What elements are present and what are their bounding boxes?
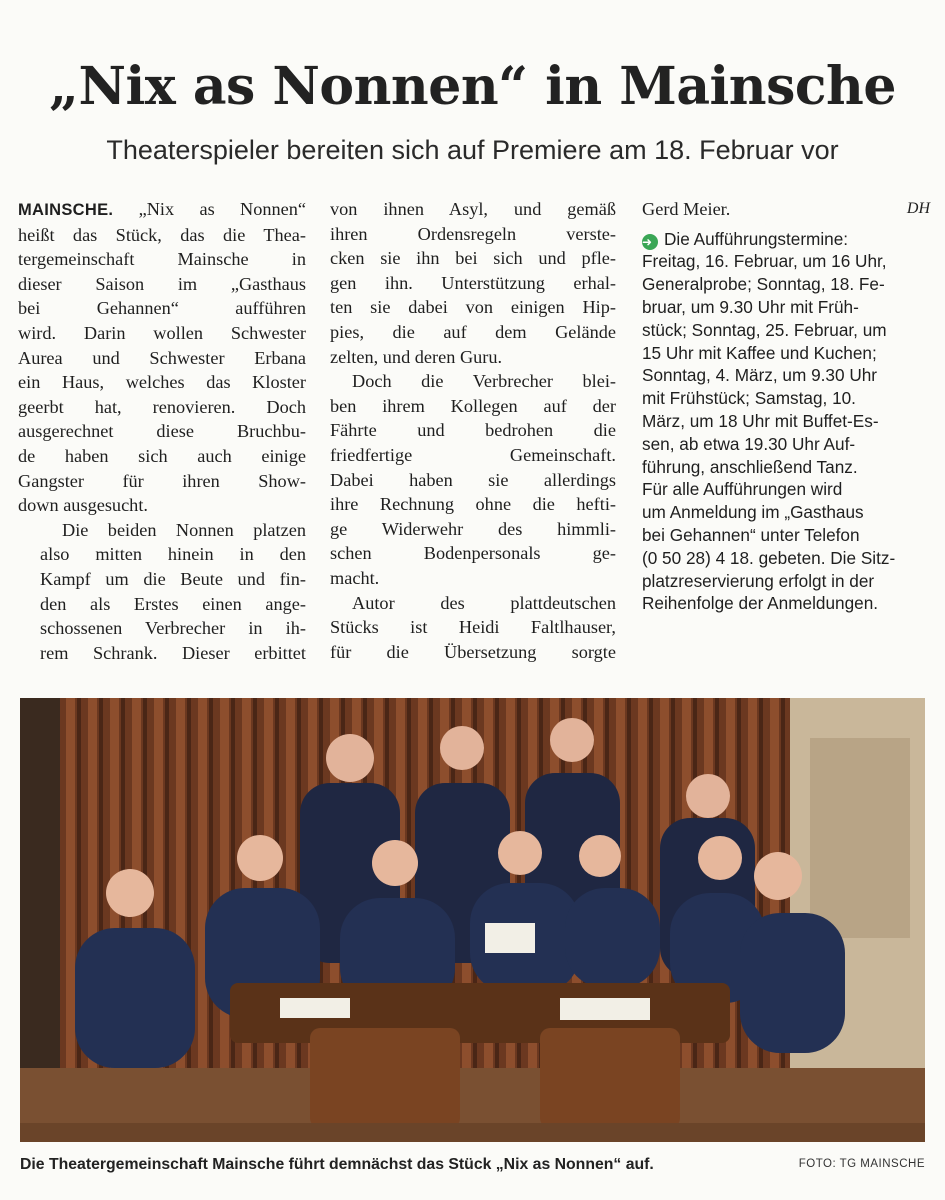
- text-line: Fährte und bedrohen die: [330, 420, 616, 441]
- text-line: schossenen Verbrecher in ih-: [40, 618, 306, 639]
- dateline: MAINSCHE.: [18, 201, 114, 219]
- text-line: Dabei haben sie allerdings: [330, 469, 616, 490]
- info-line: März, um 18 Uhr mit Buffet-Es-: [642, 410, 879, 431]
- article-paragraph: [330, 197, 616, 369]
- text-line: de haben sich auch einige: [18, 445, 306, 466]
- info-line: stück; Sonntag, 25. Februar, um: [642, 319, 887, 340]
- info-line: platzreservierung erfolgt in der: [642, 570, 875, 591]
- headline: „Nix as Nonnen“ in Mainsche: [49, 56, 896, 117]
- text-line: dieser Saison im „Gasthaus: [18, 273, 306, 294]
- info-line: Sonntag, 4. März, um 9.30 Uhr: [642, 365, 878, 386]
- text-line: Stücks ist Heidi Faltlhauser,: [330, 617, 616, 638]
- info-line: sen, ab etwa 19.30 Uhr Auf-: [642, 433, 856, 454]
- text-line: schen Bodenpersonals ge-: [330, 543, 616, 564]
- info-line: 15 Uhr mit Kaffee und Kuchen;: [642, 342, 877, 363]
- text-line: zelten, und deren Guru.: [330, 346, 503, 367]
- text-line: ein Haus, welches das Kloster: [18, 372, 306, 393]
- text-line: ge Widerwehr des himmli-: [330, 518, 616, 539]
- text-line: ten sie dabei von einigen Hip-: [330, 297, 616, 318]
- info-line: um Anmeldung im „Gasthaus: [642, 502, 864, 523]
- text-line: geerbt hat, renovieren. Doch: [18, 396, 306, 417]
- info-line: Die Aufführungstermine:: [664, 228, 849, 249]
- info-line: Generalprobe; Sonntag, 18. Fe-: [642, 274, 885, 295]
- info-line: bruar, um 9.30 Uhr mit Früh-: [642, 296, 859, 317]
- info-line: Reihenfolge der Anmeldungen.: [642, 593, 879, 614]
- arrow-right-circle-icon: ➜: [642, 234, 658, 250]
- text-line: Autor des plattdeutschen: [352, 592, 616, 613]
- text-line: „Nix as Nonnen“: [138, 199, 306, 219]
- photo-credit: FOTO: TG MAINSCHE: [798, 1158, 925, 1170]
- article-column-2: [330, 197, 616, 664]
- text-line: down ausgesucht.: [18, 495, 148, 516]
- text-line: ihre Rechnung ohne die hefti-: [330, 494, 616, 515]
- text-line: von ihnen Asyl, und gemäß: [330, 199, 616, 219]
- text-line: bei Gehannen“ aufführen: [18, 298, 306, 319]
- text-line: ihren Ordensregeln verste-: [330, 223, 616, 244]
- text-line: Aurea und Schwester Erbana: [18, 347, 306, 368]
- text-line: cken sie ihn bei sich und pfle-: [330, 248, 616, 269]
- info-line: Für alle Aufführungen wird: [642, 479, 843, 500]
- article-paragraph: [18, 518, 306, 666]
- text-line: ausgerechnet diese Bruchbu-: [18, 421, 306, 442]
- info-line: Freitag, 16. Februar, um 16 Uhr,: [642, 251, 887, 272]
- text-line: pies, die auf dem Gelände: [330, 321, 616, 342]
- info-line: bei Gehannen“ unter Telefon: [642, 524, 860, 545]
- text-line: wird. Darin wollen Schwester: [18, 322, 306, 343]
- text-line: macht.: [330, 567, 380, 588]
- group-photo: [20, 698, 925, 1142]
- text-line: also mitten hinein in den: [40, 544, 306, 565]
- text-line: den als Erstes einen ange-: [40, 593, 306, 614]
- info-line: mit Frühstück; Samstag, 10.: [642, 388, 856, 409]
- text-line: tergemeinschaft Mainsche in: [18, 249, 306, 270]
- text-line: heißt das Stück, das die Thea-: [18, 224, 306, 245]
- article-signature: [642, 197, 930, 222]
- article-column-3: [642, 197, 930, 615]
- text-line: für die Übersetzung sorgte: [330, 641, 616, 662]
- author-initials: DH: [906, 200, 930, 217]
- article-paragraph: [330, 369, 616, 590]
- info-line: führung, anschließend Tanz.: [642, 456, 858, 477]
- text-line: Kampf um die Beute und fin-: [40, 568, 306, 589]
- text-line: ben ihrem Kollegen auf der: [330, 395, 616, 416]
- closing-text: Gerd Meier.: [642, 199, 731, 219]
- text-line: Die beiden Nonnen platzen: [62, 519, 306, 540]
- info-line: (0 50 28) 4 18. gebeten. Die Sitz-: [642, 547, 896, 568]
- article-paragraph: [330, 591, 616, 665]
- subheadline: Theaterspieler bereiten sich auf Premiere am 18. Februar vor: [106, 135, 839, 165]
- photo-caption: Die Theatergemeinschaft Mainsche führt demnächst das Stück „Nix as Nonnen“ auf.: [20, 1156, 654, 1173]
- text-line: rem Schrank. Dieser erbittet: [40, 642, 306, 663]
- text-line: friedfertige Gemeinschaft.: [330, 444, 616, 465]
- text-line: Gangster für ihren Show-: [18, 470, 306, 491]
- article-paragraph: [18, 197, 306, 518]
- text-line: Doch die Verbrecher blei-: [352, 371, 616, 392]
- performance-dates-box: [642, 228, 930, 616]
- text-line: gen ihn. Unterstützung erhal-: [330, 272, 616, 293]
- article-column-1: [18, 197, 306, 665]
